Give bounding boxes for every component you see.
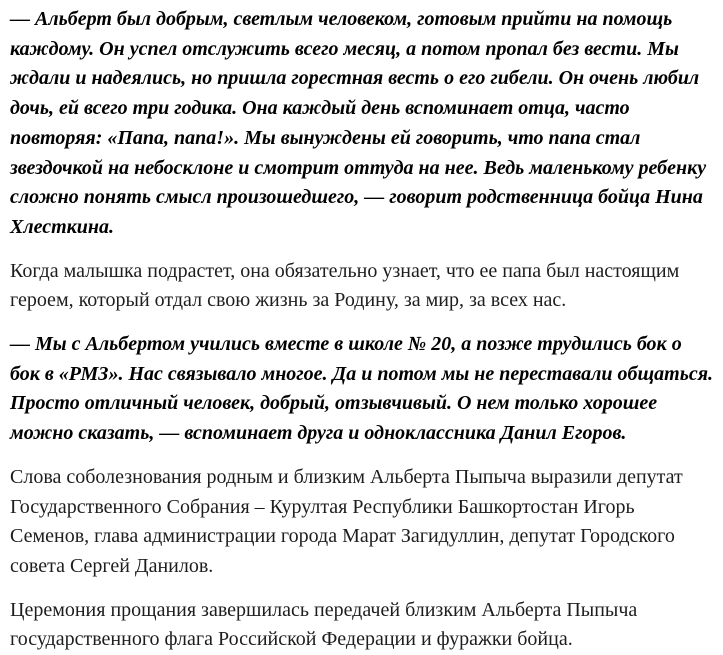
body-paragraph-daughter: Когда малышка подрастет, она обязательно узнает, что ее папа был настоящим героем, который отдал свою жизнь за Родину, за мир, за всех нас. [10,259,680,312]
body-paragraph-condolences: Слова соболезнования родным и близким Альберта Пыпыча выразили депутат Государственного Собрания – Курултая Республики Башкортостан Игорь Семенов, глава администрации города Марат Загидуллин, депутат Городского совета Сергей Данилов. [10,465,683,577]
body-paragraph-ceremony: Церемония прощания завершилась передачей близким Альберта Пыпыча государственного флага Российской Федерации и фуражки бойца. [10,598,638,651]
quote-paragraph-relative: — Альберт был добрым, светлым человеком, готовым прийти на помощь каждому. Он успел отслужить всего месяц, а потом пропал без вести. Мы ждали и надеялись, но пришла горестная весть о его гибели. Он очень любил дочь, ей всего три годика. Она каждый день вспоминает отца, часто повторяя: «Папа, папа!». Мы вынуждены ей говорить, что папа стал звездочкой на небосклоне и смотрит оттуда на нее. Ведь маленькому ребенку сложно понять смысл произошедшего, — говорит родственница бойца Нина Хлесткина. [10,8,707,238]
quote-paragraph-classmate: — Мы с Альбертом учились вместе в школе № 20, а позже трудились бок о бок в «РМЗ». Нас связывало многое. Да и потом мы не переставали общаться. Просто отличный человек, добрый, отзывчивый. О нем только хорошее можно сказать, — вспоминает друга и одноклассника Данил Егоров. [10,333,714,445]
